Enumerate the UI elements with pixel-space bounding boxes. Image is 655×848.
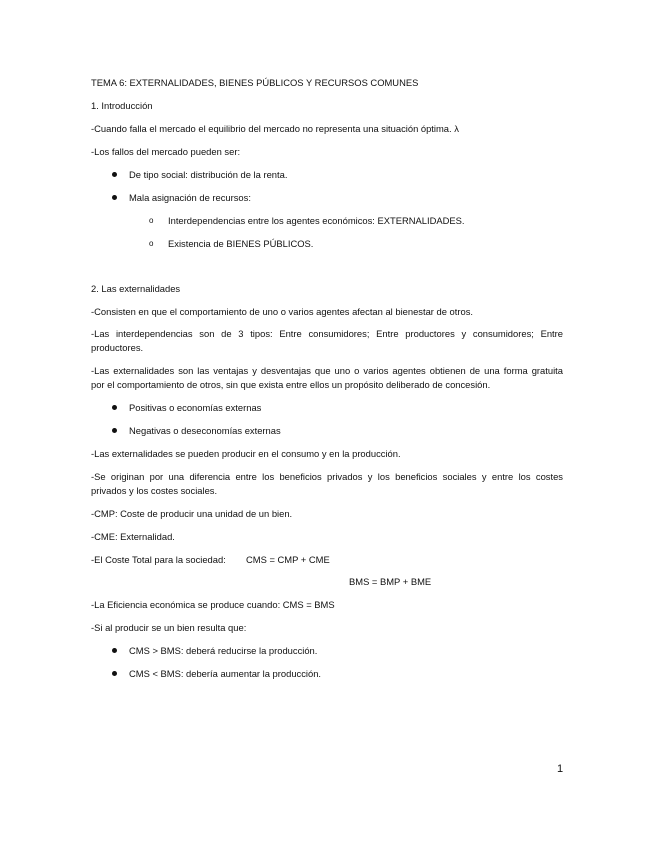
bullet-marker bbox=[112, 648, 117, 653]
section-2-paragraph-9: -La Eficiencia económica se produce cuando: CMS = BMS bbox=[91, 599, 335, 610]
sub-bullet-item: Interdependencias entre los agentes económicos: EXTERNALIDADES. bbox=[168, 215, 465, 226]
bullet-marker bbox=[112, 671, 117, 676]
section-1-paragraph-2: -Los fallos del mercado pueden ser: bbox=[91, 146, 241, 157]
section-1-paragraph-1: -Cuando falla el mercado el equilibrio del mercado no representa una situación óptima. λ bbox=[91, 123, 459, 134]
bullet-item: Positivas o economías externas bbox=[129, 402, 262, 413]
section-2-paragraph-6: -CMP: Coste de producir una unidad de un bien. bbox=[91, 508, 293, 519]
section-2-paragraph-5-line-2: privados y los costes sociales. bbox=[91, 485, 218, 496]
bullet-item: Negativas o deseconomías externas bbox=[129, 425, 281, 436]
section-2-paragraph-10: -Si al producir se un bien resulta que: bbox=[91, 622, 247, 633]
bullet-item: CMS > BMS: deberá reducirse la producción. bbox=[129, 645, 318, 656]
document-title: TEMA 6: EXTERNALIDADES, BIENES PÚBLICOS Y RECURSOS COMUNES bbox=[91, 77, 419, 88]
section-2-paragraph-7: -CME: Externalidad. bbox=[91, 531, 175, 542]
bullet-marker bbox=[112, 428, 117, 433]
sub-bullet-marker: o bbox=[149, 239, 154, 248]
sub-bullet-item: Existencia de BIENES PÚBLICOS. bbox=[168, 238, 314, 249]
bullet-marker bbox=[112, 195, 117, 200]
section-2-paragraph-4: -Las externalidades se pueden producir en el consumo y en la producción. bbox=[91, 448, 401, 459]
section-2-heading: 2. Las externalidades bbox=[91, 283, 181, 294]
section-2-paragraph-2-line-1: -Las interdependencias son de 3 tipos: Entre consumidores; Entre productores y consumidores; Entre bbox=[91, 328, 563, 339]
bullet-marker bbox=[112, 405, 117, 410]
formula-bms: BMS = BMP + BME bbox=[349, 576, 432, 587]
section-2-paragraph-5-line-1: -Se originan por una diferencia entre los beneficios privados y los beneficios sociales y entre los costes bbox=[91, 471, 563, 482]
bullet-item: CMS < BMS: debería aumentar la producción. bbox=[129, 668, 322, 679]
section-2-paragraph-8-label: -El Coste Total para la sociedad: bbox=[91, 554, 226, 565]
bullet-item: De tipo social: distribución de la renta. bbox=[129, 169, 288, 180]
section-1-heading: 1. Introducción bbox=[91, 100, 153, 111]
sub-bullet-marker: o bbox=[149, 216, 154, 225]
section-2-paragraph-3-line-2: por el comportamiento de otros, sin que exista entre ellos un propósito deliberado de concesión. bbox=[91, 379, 491, 390]
bullet-marker bbox=[112, 172, 117, 177]
section-2-paragraph-1: -Consisten en que el comportamiento de uno o varios agentes afectan al bienestar de otros. bbox=[91, 306, 474, 317]
formula-cms: CMS = CMP + CME bbox=[246, 554, 330, 565]
bullet-item: Mala asignación de recursos: bbox=[129, 192, 251, 203]
section-2-paragraph-2-line-2: productores. bbox=[91, 342, 144, 353]
section-2-paragraph-3-line-1: -Las externalidades son las ventajas y desventajas que uno o varios agentes obtienen de una forma gratuita bbox=[91, 365, 563, 376]
page-number: 1 bbox=[557, 763, 564, 775]
